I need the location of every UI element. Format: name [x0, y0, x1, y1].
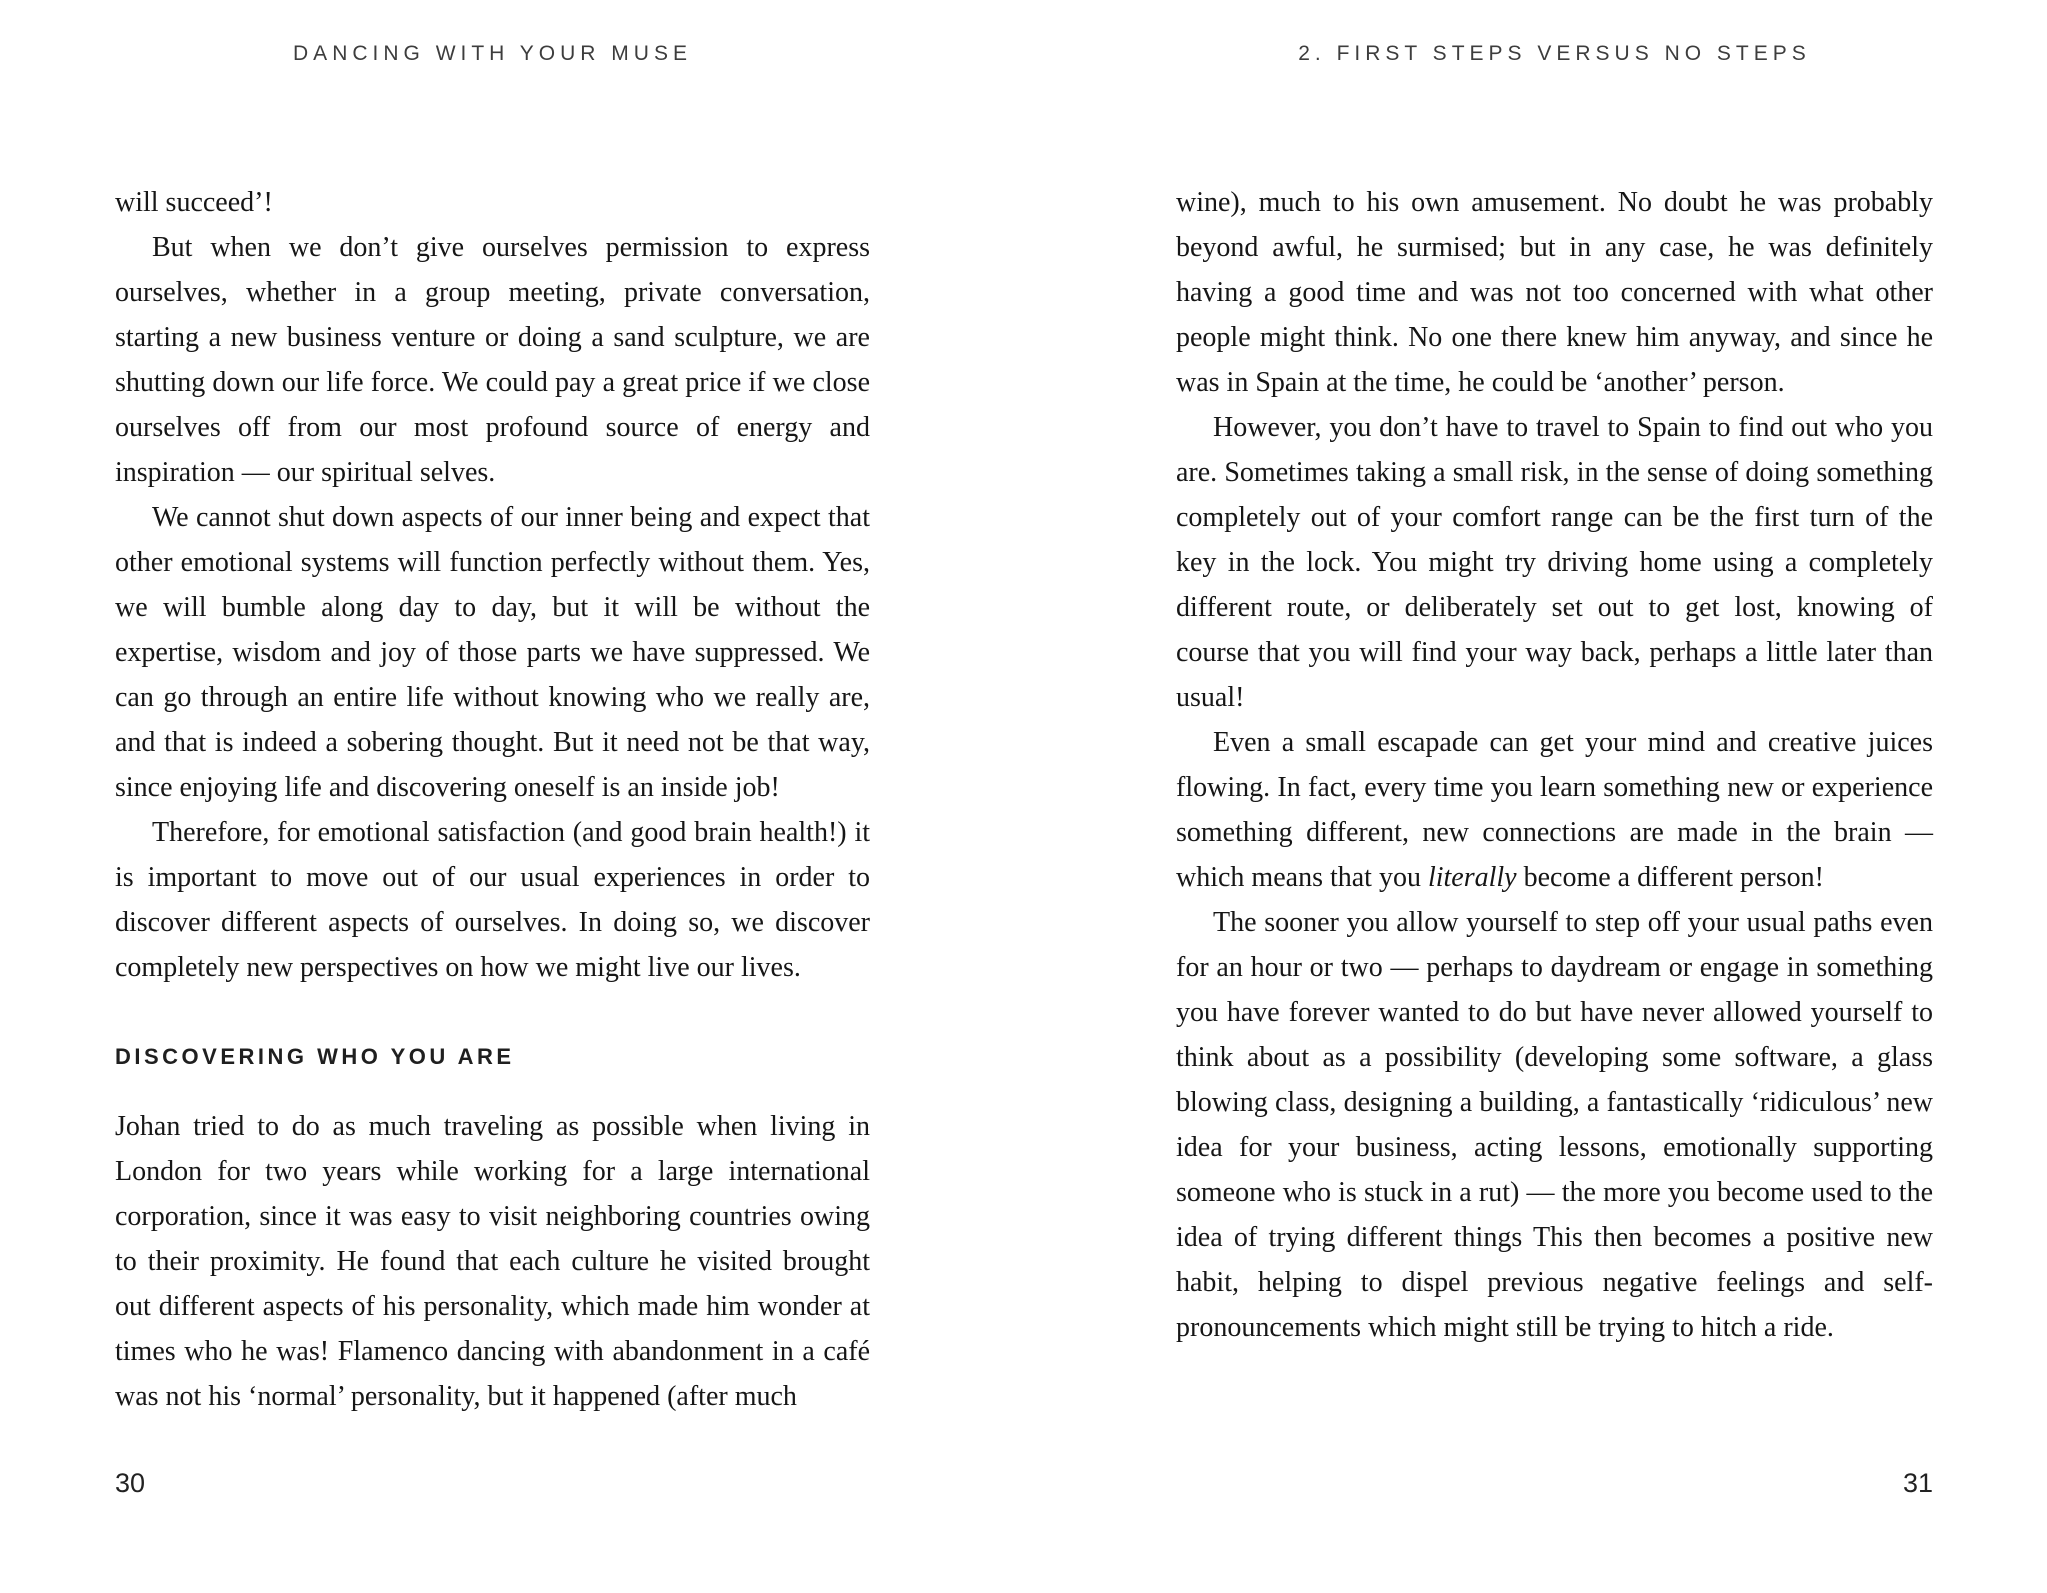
text-run: will succeed’!: [115, 187, 273, 218]
running-head-left: DANCING WITH YOUR MUSE: [293, 42, 692, 65]
text-run: Johan tried to do as much traveling as possible when living in London for two years while working for a large international corporation, since it was easy to visit neighboring countries owing to their proximity. He found that each culture he visited brought out different aspects of his personality, which made him wonder at times who he was! Flamenco dancing with abandonment in a café was not his ‘normal’ personality, but it happened (after much: [115, 1111, 870, 1412]
paragraph: [115, 495, 870, 810]
page-number-left: 30: [115, 1468, 146, 1498]
text-run: Therefore, for emotional satisfaction (and good brain health!) it is important to move out of our usual experiences in order to discover different aspects of ourselves. In doing so, we discover completely new perspectives on how we might live our lives.: [115, 817, 870, 983]
page-number-right: 31: [1902, 1468, 1933, 1498]
text-run: become a different person!: [1516, 862, 1824, 893]
paragraph: [1176, 720, 1933, 900]
body-text-left: [115, 180, 870, 1419]
paragraph: [1176, 405, 1933, 720]
paragraph: [115, 225, 870, 495]
italic-text: literally: [1427, 862, 1517, 893]
text-run: But when we don’t give ourselves permission to express ourselves, whether in a group meeting, private conversation, starting a new business venture or doing a sand sculpture, we are shutting down our life force. We could pay a great price if we close ourselves off from our most profound source of energy and inspiration — our spiritual selves.: [115, 232, 870, 488]
page-right: [1024, 0, 2047, 1593]
paragraph: [1176, 180, 1933, 405]
paragraph: [115, 180, 870, 225]
text-column-right: [1176, 0, 1933, 1593]
text-run: Even a small escapade can get your mind and creative juices flowing. In fact, every time you learn something new or experience something different, new connections are made in the brain — which means that you: [1176, 727, 1933, 893]
paragraph: [115, 810, 870, 990]
text-run: However, you don’t have to travel to Spain to find out who you are. Sometimes taking a small risk, in the sense of doing something completely out of your comfort range can be the first turn of the key in the lock. You might try driving home using a completely different route, or deliberately set out to get lost, knowing of course that you will find your way back, perhaps a little later than usual!: [1176, 412, 1933, 713]
text-run: We cannot shut down aspects of our inner being and expect that other emotional systems will function perfectly without them. Yes, we will bumble along day to day, but it will be without the expertise, wisdom and joy of those parts we have suppressed. We can go through an entire life without knowing who we really are, and that is indeed a sobering thought. But it need not be that way, since enjoying life and discovering oneself is an inside job!: [115, 502, 870, 803]
text-run: wine), much to his own amusement. No doubt he was probably beyond awful, he surmised; but in any case, he was definitely having a good time and was not too concerned with what other people might think. No one there knew him anyway, and since he was in Spain at the time, he could be ‘another’ person.: [1176, 187, 1933, 398]
paragraph: [115, 1104, 870, 1419]
body-text-right: [1176, 180, 1933, 1350]
paragraph: [1176, 900, 1933, 1350]
text-column-left: [115, 0, 870, 1593]
running-head-right: 2. FIRST STEPS VERSUS NO STEPS: [1298, 42, 1811, 65]
text-run: The sooner you allow yourself to step off your usual paths even for an hour or two — perhaps to daydream or engage in something you have forever wanted to do but have never allowed yourself to think about as a possibility (developing some software, a glass blowing class, designing a building, a fantastically ‘ridiculous’ new idea for your business, acting lessons, emotionally supporting someone who is stuck in a rut) — the more you become used to the idea of trying different things This then becomes a positive new habit, helping to dispel previous negative feelings and self-pronouncements which might still be trying to hitch a ride.: [1176, 907, 1933, 1343]
section-heading: DISCOVERING WHO YOU ARE: [115, 1044, 515, 1069]
